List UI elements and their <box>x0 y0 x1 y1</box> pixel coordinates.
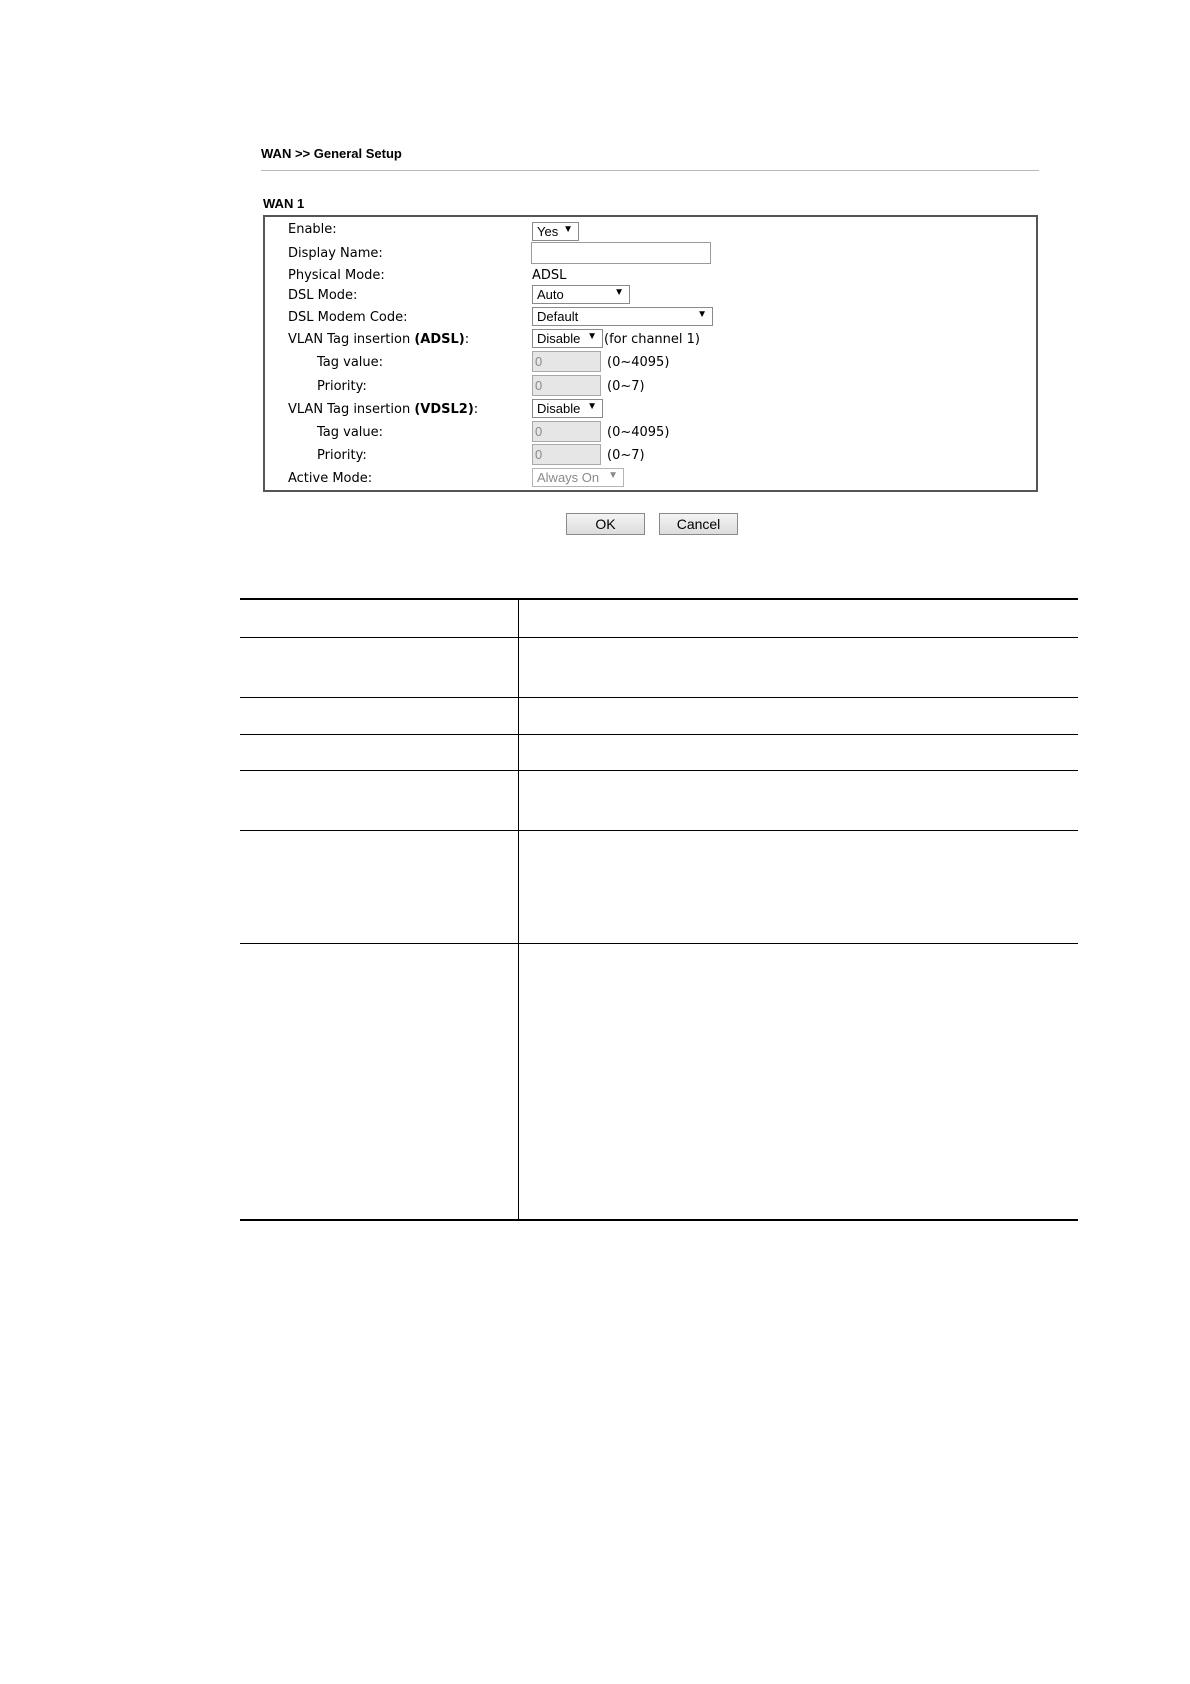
section-title: WAN 1 <box>263 196 305 211</box>
dsl-modem-code-label: DSL Modem Code: <box>288 310 408 325</box>
chevron-down-icon: ▼ <box>587 401 597 412</box>
table-row <box>240 734 1078 770</box>
physical-mode-value: ADSL <box>532 268 567 283</box>
table-cell <box>519 770 1079 830</box>
vdsl2-priority-input[interactable]: 0 <box>532 444 601 465</box>
ok-button[interactable]: OK <box>566 513 645 535</box>
table-cell <box>240 943 519 1220</box>
vlan-adsl-label-bold: (ADSL) <box>414 332 465 347</box>
title-divider <box>261 170 1039 171</box>
dsl-modem-code-select[interactable] <box>532 307 713 326</box>
vdsl2-tag-value-range: (0~4095) <box>607 425 670 440</box>
vlan-adsl-label-prefix: VLAN Tag insertion <box>288 332 415 347</box>
enable-select[interactable] <box>532 222 579 241</box>
display-name-input[interactable] <box>531 242 711 264</box>
table-cell <box>240 599 519 637</box>
vlan-adsl-label <box>288 332 469 347</box>
chevron-down-icon: ▼ <box>563 224 573 235</box>
display-name-label: Display Name: <box>288 246 383 261</box>
vlan-adsl-label-suffix: : <box>464 332 470 347</box>
dsl-mode-select-value: Auto <box>537 287 564 302</box>
table-row <box>240 770 1078 830</box>
table-row <box>240 637 1078 697</box>
adsl-tag-value-range: (0~4095) <box>607 355 670 370</box>
vlan-vdsl2-select-value: Disable <box>537 401 581 416</box>
table-cell <box>519 599 1079 637</box>
page-title: WAN >> General Setup <box>261 146 402 161</box>
enable-label: Enable: <box>288 222 337 237</box>
table-row <box>240 943 1078 1220</box>
vdsl2-priority-label: Priority: <box>317 448 367 463</box>
vlan-vdsl2-select[interactable] <box>532 399 603 418</box>
vlan-vdsl2-label <box>288 402 478 417</box>
vdsl2-tag-value-input[interactable]: 0 <box>532 421 601 442</box>
dsl-modem-code-select-value: Default <box>537 309 579 324</box>
table-cell <box>519 830 1079 943</box>
vlan-vdsl2-label-bold: (VDSL2) <box>414 402 474 417</box>
chevron-down-icon: ▼ <box>608 470 618 481</box>
adsl-priority-label: Priority: <box>317 379 367 394</box>
adsl-tag-value-label: Tag value: <box>317 355 384 370</box>
table-cell <box>519 637 1079 697</box>
table-cell <box>240 770 519 830</box>
vdsl2-tag-value-label: Tag value: <box>317 425 384 440</box>
chevron-down-icon: ▼ <box>614 287 624 298</box>
table-row <box>240 599 1078 637</box>
vlan-adsl-select-value: Disable <box>537 331 581 346</box>
table-row <box>240 697 1078 734</box>
table-cell <box>519 734 1079 770</box>
active-mode-label: Active Mode: <box>288 471 373 486</box>
dsl-mode-label: DSL Mode: <box>288 288 358 303</box>
table-row <box>240 830 1078 943</box>
vlan-adsl-select[interactable] <box>532 329 603 348</box>
table-cell <box>519 943 1079 1220</box>
chevron-down-icon: ▼ <box>697 309 707 320</box>
vlan-vdsl2-label-prefix: VLAN Tag insertion <box>288 402 415 417</box>
table-cell <box>240 697 519 734</box>
vlan-vdsl2-label-suffix: : <box>473 402 479 417</box>
adsl-tag-value-input[interactable]: 0 <box>532 351 601 372</box>
active-mode-select-value: Always On <box>537 470 600 485</box>
table-cell <box>240 734 519 770</box>
physical-mode-label: Physical Mode: <box>288 268 385 283</box>
vlan-adsl-note: (for channel 1) <box>604 332 700 347</box>
enable-select-value: Yes <box>537 224 559 239</box>
vdsl2-priority-range: (0~7) <box>607 448 645 463</box>
description-table <box>240 598 1078 1221</box>
table-cell <box>519 697 1079 734</box>
cancel-button[interactable]: Cancel <box>659 513 738 535</box>
table-cell <box>240 830 519 943</box>
table-cell <box>240 637 519 697</box>
chevron-down-icon: ▼ <box>587 331 597 342</box>
adsl-priority-range: (0~7) <box>607 379 645 394</box>
adsl-priority-input[interactable]: 0 <box>532 375 601 396</box>
active-mode-select[interactable] <box>532 468 624 487</box>
dsl-mode-select[interactable] <box>532 285 630 304</box>
